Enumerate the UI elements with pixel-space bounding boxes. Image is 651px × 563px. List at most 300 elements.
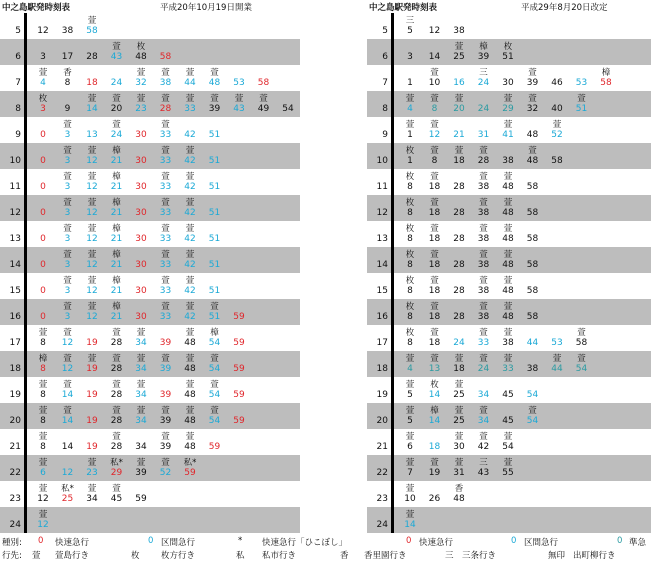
destination-mark: 萱: [210, 354, 219, 364]
departure: [518, 403, 548, 429]
destination-mark: 萱: [210, 302, 219, 312]
departure-minute: 38: [526, 364, 539, 374]
departure-minute: 59: [184, 468, 196, 478]
departure-minute: 12: [86, 286, 98, 296]
destination-mark: 三: [405, 16, 415, 26]
destination-mark: 萱: [87, 250, 97, 260]
hour-row: [367, 91, 651, 117]
destination-mark: 萱: [479, 432, 488, 442]
departure-minute: 3: [64, 234, 71, 244]
departure-minute: 0: [40, 156, 46, 166]
departure-minute: 42: [477, 442, 490, 452]
destination-mark: 萱: [161, 120, 170, 130]
hour-label: 11: [9, 182, 21, 192]
destination-mark: 樟: [479, 42, 488, 52]
destination-mark: 萱: [479, 406, 488, 416]
destination-mark: 萱: [136, 94, 146, 104]
destination-mark: 萱: [503, 276, 513, 286]
departure-minute: 0: [40, 234, 46, 244]
hour-label: 7: [382, 78, 388, 88]
destination-mark: 萱: [430, 146, 439, 156]
departure-minute: 18: [86, 78, 98, 88]
destination-mark: 萱: [63, 250, 72, 260]
departure-minute: 42: [184, 260, 196, 270]
destination-mark: 萱: [479, 172, 488, 182]
departure-minute: 39: [159, 416, 172, 426]
departure-minute: 24: [453, 338, 465, 348]
departure-minute: 38: [502, 156, 514, 166]
hour-row: [0, 13, 300, 39]
destination-mark: 樟: [38, 354, 48, 364]
departure-minute: 33: [159, 286, 172, 296]
hour-label: 10: [376, 156, 388, 166]
departure: [518, 221, 548, 247]
departure-minute: 33: [159, 312, 172, 322]
departure: [273, 91, 303, 117]
departure-minute: 12: [428, 130, 441, 140]
timetable-left: [0, 0, 300, 563]
departure-minute: 1: [407, 130, 413, 140]
departure-minute: 19: [86, 442, 98, 452]
departure-minute: 52: [551, 130, 563, 140]
departure-minute: 28: [453, 286, 465, 296]
departure-minute: 54: [208, 364, 221, 374]
destination-mark: 萱: [185, 224, 195, 234]
departure-minute: 48: [526, 156, 539, 166]
destination-mark: 萱: [210, 406, 219, 416]
destination-mark: 萱: [405, 354, 415, 364]
departure-minute: 29: [110, 468, 123, 478]
hour-label: 19: [376, 390, 388, 400]
destination-mark: 萱: [161, 458, 170, 468]
legend-key: 無印: [548, 551, 566, 561]
destination-mark: 萱: [503, 354, 513, 364]
destination-mark: 萱: [210, 380, 219, 390]
departure-minute: 14: [404, 520, 416, 530]
hour-row: [0, 351, 300, 377]
destination-mark: 萱: [136, 406, 146, 416]
destination-mark: 萱: [136, 328, 146, 338]
hour-divider: [391, 13, 394, 533]
destination-mark: 枚: [38, 94, 48, 104]
destination-mark: 枚: [405, 146, 415, 156]
departure-minute: 12: [86, 182, 98, 192]
departure-minute: 48: [453, 494, 465, 504]
departure: [200, 273, 230, 299]
departure-minute: 59: [233, 390, 245, 400]
destination-mark: 萱: [87, 354, 97, 364]
departure-minute: 51: [502, 52, 514, 62]
departure: [518, 299, 548, 325]
departure-minute: 59: [135, 494, 147, 504]
destination-mark: 萱: [38, 406, 48, 416]
destination-mark: 樟: [112, 224, 121, 234]
departure-minute: 58: [86, 26, 98, 36]
departure-minute: 52: [159, 468, 172, 478]
destination-mark: 萱: [503, 250, 513, 260]
departure-minute: 54: [575, 364, 588, 374]
destination-mark: 樟: [430, 406, 439, 416]
hour-row: [367, 273, 651, 299]
hour-label: 16: [376, 312, 388, 322]
departure-minute: 12: [86, 312, 98, 322]
hour-label: 12: [376, 208, 388, 218]
legend-text: 快速急行: [55, 538, 90, 548]
destination-mark: 私*: [183, 458, 197, 468]
destination-mark: 樟: [112, 198, 121, 208]
destination-mark: 萱: [430, 354, 439, 364]
departure: [518, 169, 548, 195]
hour-row: [0, 273, 300, 299]
departure-minute: 54: [526, 416, 539, 426]
departure-minute: 30: [135, 182, 147, 192]
destination-mark: 萱: [38, 484, 48, 494]
departure-minute: 4: [40, 78, 46, 88]
departure-minute: 29: [502, 104, 514, 114]
hour-row: [367, 455, 651, 481]
departure-minute: 43: [233, 104, 245, 114]
departure-minute: 28: [453, 260, 465, 270]
destination-mark: 萱: [185, 68, 195, 78]
departure-minute: 30: [453, 442, 465, 452]
destination-mark: 枚: [405, 224, 415, 234]
hour-label: 9: [382, 130, 388, 140]
hour-row: [0, 91, 300, 117]
destination-mark: 萱: [112, 120, 121, 130]
departure-minute: 58: [526, 312, 539, 322]
departure-minute: 51: [208, 130, 221, 140]
departure-minute: 38: [477, 234, 490, 244]
departure-minute: 59: [233, 364, 245, 374]
departure-minute: 48: [502, 182, 514, 192]
departure-minute: 54: [526, 390, 539, 400]
legend-key: 私: [236, 551, 245, 561]
departure-minute: 8: [40, 390, 46, 400]
departure-minute: 0: [40, 182, 46, 192]
departure-minute: 39: [208, 104, 221, 114]
hour-label: 22: [9, 468, 21, 478]
departure-minute: 0: [40, 260, 46, 270]
departure-minute: 9: [64, 104, 71, 114]
legend-text: 快速急行「ひこぼし」: [262, 538, 348, 548]
departure-minute: 38: [159, 78, 172, 88]
legend-text: 香里園行き: [364, 551, 407, 561]
destination-mark: 萱: [87, 172, 97, 182]
destination-mark: 萱: [503, 328, 513, 338]
departure-minute: 21: [110, 182, 123, 192]
departure-minute: 13: [86, 130, 98, 140]
departure-minute: 34: [477, 416, 490, 426]
departure-minute: 44: [551, 364, 563, 374]
hour-label: 24: [9, 520, 21, 530]
hour-label: 20: [376, 416, 388, 426]
departure-minute: 33: [159, 156, 172, 166]
hour-row: [367, 39, 651, 65]
hour-row: [367, 299, 651, 325]
departure-minute: 0: [40, 312, 46, 322]
departure-minute: 58: [526, 260, 539, 270]
hour-label: 17: [376, 338, 388, 348]
destination-mark: 萱: [454, 94, 464, 104]
destination-mark: 萱: [503, 302, 513, 312]
destination-mark: 枚: [405, 172, 415, 182]
destination-mark: 萱: [87, 198, 97, 208]
destination-mark: 萱: [528, 146, 537, 156]
departure-minute: 48: [502, 260, 514, 270]
destination-mark: 萱: [503, 94, 513, 104]
departure-minute: 38: [61, 26, 74, 36]
hour-row: [0, 299, 300, 325]
destination-mark: 萱: [185, 302, 195, 312]
departure: [518, 377, 548, 403]
departure-minute: 48: [502, 234, 514, 244]
destination-mark: 萱: [161, 94, 170, 104]
hour-row: [367, 169, 651, 195]
destination-mark: 枚: [405, 302, 415, 312]
departure-minute: 48: [184, 416, 196, 426]
departure-minute: 12: [37, 26, 49, 36]
destination-mark: 三: [479, 458, 488, 468]
departure-minute: 58: [526, 208, 539, 218]
departure: [224, 325, 254, 351]
departure-minute: 43: [110, 52, 123, 62]
departure-minute: 51: [208, 208, 221, 218]
departure-minute: 43: [477, 468, 490, 478]
departure-minute: 34: [135, 338, 147, 348]
departure-minute: 31: [477, 130, 490, 140]
hour-row: [0, 117, 300, 143]
destination-mark: 萱: [63, 354, 72, 364]
destination-mark: 萱: [185, 354, 195, 364]
departure-minute: 28: [110, 442, 123, 452]
destination-mark: 萱: [185, 328, 195, 338]
departure-minute: 24: [110, 130, 123, 140]
departure-minute: 33: [477, 338, 490, 348]
departure-minute: 53: [575, 78, 588, 88]
departure-minute: 42: [184, 182, 196, 192]
departure-minute: 12: [61, 364, 74, 374]
departure-minute: 48: [502, 286, 514, 296]
destination-mark: 萱: [161, 406, 170, 416]
departure-minute: 18: [428, 312, 441, 322]
hour-label: 8: [382, 104, 388, 114]
hour-label: 15: [9, 286, 21, 296]
destination-mark: 萱: [405, 120, 415, 130]
destination-mark: 樟: [112, 250, 121, 260]
departure-minute: 0: [40, 208, 46, 218]
legend-text: 準急: [629, 538, 647, 548]
hour-row: [367, 325, 651, 351]
departure-minute: 34: [135, 442, 147, 452]
departure: [518, 273, 548, 299]
departure-minute: 51: [208, 286, 221, 296]
legend-text: 枚方行き: [161, 551, 196, 561]
destination-mark: 萱: [430, 198, 439, 208]
departure-minute: 28: [110, 390, 123, 400]
destination-mark: 萱: [479, 146, 488, 156]
departure: [591, 65, 621, 91]
departure-minute: 21: [110, 234, 123, 244]
departure-minute: 42: [184, 130, 196, 140]
departure-minute: 28: [86, 52, 98, 62]
destination-mark: 萱: [87, 16, 97, 26]
hour-row: [0, 39, 300, 65]
departure-minute: 48: [502, 312, 514, 322]
departure-minute: 30: [135, 156, 147, 166]
departure-minute: 34: [86, 494, 98, 504]
hour-label: 13: [376, 234, 388, 244]
departure-minute: 3: [64, 182, 71, 192]
departure-minute: 33: [159, 234, 172, 244]
hour-row: [0, 429, 300, 455]
departure-minute: 10: [404, 494, 416, 504]
destination-mark: 萱: [503, 198, 513, 208]
departure-minute: 24: [477, 104, 490, 114]
departure-minute: 8: [407, 312, 413, 322]
destination-mark: 樟: [210, 328, 219, 338]
departure-minute: 28: [453, 234, 465, 244]
legend-key: 枚: [131, 551, 140, 561]
departure-minute: 48: [526, 130, 539, 140]
departure-minute: 39: [159, 390, 172, 400]
legend-text: 区間急行: [161, 538, 196, 548]
destination-mark: 萱: [87, 94, 97, 104]
hour-row: [0, 325, 300, 351]
hour-label: 19: [9, 390, 21, 400]
departure: [542, 117, 572, 143]
hour-label: 22: [376, 468, 388, 478]
destination-mark: 萱: [503, 458, 513, 468]
departure: [542, 143, 572, 169]
departure-minute: 30: [135, 312, 147, 322]
destination-mark: 萱: [210, 68, 219, 78]
destination-mark: 萱: [87, 302, 97, 312]
destination-mark: 萱: [577, 94, 586, 104]
departure-minute: 51: [208, 156, 221, 166]
departure-minute: 38: [477, 286, 490, 296]
departure-minute: 1: [407, 78, 413, 88]
departure-minute: 59: [233, 416, 245, 426]
legend-key: 萱: [32, 551, 41, 561]
destination-mark: 萱: [63, 328, 72, 338]
departure-minute: 8: [431, 104, 438, 114]
destination-mark: 萱: [405, 458, 415, 468]
destination-mark: 枚: [503, 42, 513, 52]
departure-minute: 30: [135, 260, 147, 270]
timetable-date: 平成20年10月19日開業: [160, 3, 252, 13]
hour-label: 18: [376, 364, 388, 374]
departure-minute: 8: [407, 260, 413, 270]
destination-mark: 萱: [161, 224, 170, 234]
legend-mark: 0: [148, 536, 154, 546]
departure-minute: 8: [407, 338, 413, 348]
destination-mark: 萱: [430, 224, 439, 234]
departure-minute: 7: [407, 468, 413, 478]
hour-label: 17: [9, 338, 21, 348]
destination-mark: 萱: [430, 302, 439, 312]
destination-mark: 萱: [454, 354, 464, 364]
departure-minute: 44: [184, 78, 196, 88]
destination-mark: 萱: [112, 94, 121, 104]
timetable-right: [367, 0, 651, 563]
departure-minute: 51: [208, 182, 221, 192]
departure-minute: 20: [453, 104, 465, 114]
destination-mark: 樟: [601, 68, 611, 78]
departure-minute: 58: [257, 78, 270, 88]
destination-mark: 萱: [136, 354, 146, 364]
destination-mark: 萱: [454, 42, 464, 52]
departure-minute: 39: [159, 442, 172, 452]
departure-minute: 30: [135, 234, 147, 244]
hour-row: [367, 377, 651, 403]
departure: [200, 221, 230, 247]
hour-row: [367, 507, 651, 533]
hour-row: [367, 65, 651, 91]
departure-minute: 14: [86, 104, 98, 114]
departure-minute: 58: [526, 286, 539, 296]
destination-mark: 萱: [503, 120, 513, 130]
timetable-date: 平成29年8月20日改定: [521, 3, 608, 13]
destination-mark: 萱: [405, 406, 415, 416]
destination-mark: 萱: [87, 146, 97, 156]
departure-minute: 12: [61, 338, 74, 348]
destination-mark: 萱: [38, 510, 48, 520]
departure: [28, 507, 58, 533]
departure: [77, 13, 107, 39]
departure: [444, 13, 474, 39]
departure-minute: 58: [575, 338, 588, 348]
hour-row: [367, 143, 651, 169]
destination-mark: 萱: [63, 302, 72, 312]
hour-label: 15: [376, 286, 388, 296]
destination-mark: 萱: [528, 406, 537, 416]
departure-minute: 31: [453, 468, 465, 478]
departure-minute: 48: [184, 390, 196, 400]
destination-mark: 萱: [185, 432, 195, 442]
legend-key: 香: [340, 551, 349, 561]
destination-mark: 萱: [63, 276, 72, 286]
destination-mark: 萱: [38, 432, 48, 442]
departure-minute: 58: [159, 52, 172, 62]
hour-row: [367, 221, 651, 247]
departure-minute: 12: [86, 208, 98, 218]
destination-mark: 萱: [161, 68, 170, 78]
hour-label: 21: [376, 442, 388, 452]
hour-row: [367, 403, 651, 429]
destination-mark: 萱: [38, 458, 48, 468]
destination-mark: 萱: [479, 250, 488, 260]
departure-minute: 13: [428, 364, 441, 374]
departure-minute: 12: [37, 494, 49, 504]
timetable-title: 中之島駅発時刻表: [2, 3, 71, 13]
hour-row: [367, 195, 651, 221]
departure-minute: 38: [477, 312, 490, 322]
departure-minute: 12: [428, 26, 441, 36]
hour-row: [367, 247, 651, 273]
destination-mark: 萱: [479, 276, 488, 286]
departure: [444, 481, 474, 507]
destination-mark: 萱: [479, 302, 488, 312]
departure: [567, 351, 597, 377]
departure-minute: 34: [477, 390, 490, 400]
legend-text: 三条行き: [462, 551, 497, 561]
destination-mark: 萱: [405, 484, 415, 494]
departure: [249, 65, 279, 91]
departure-minute: 42: [184, 234, 196, 244]
legend-label: 行先:: [2, 551, 22, 561]
destination-mark: 萱: [405, 432, 415, 442]
departure-minute: 38: [477, 260, 490, 270]
